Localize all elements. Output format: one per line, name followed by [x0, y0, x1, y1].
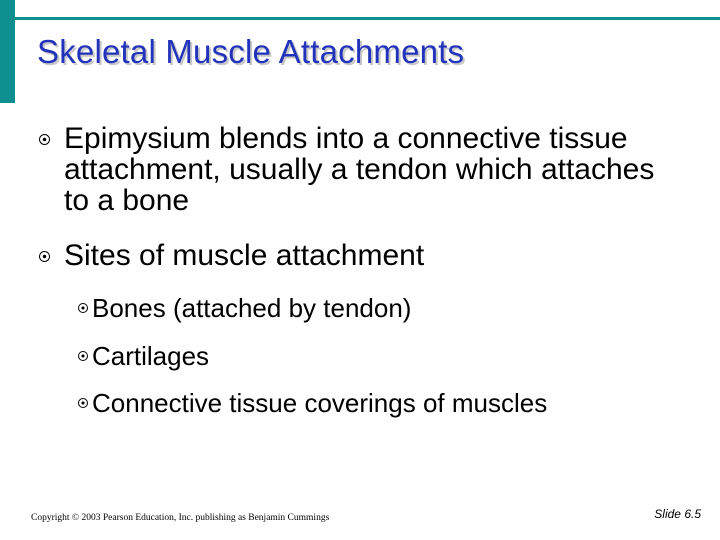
sub-bullet-icon — [78, 303, 88, 313]
accent-bar — [0, 0, 15, 103]
sub-bullet-icon — [78, 398, 88, 408]
sub-bullet-text: Connective tissue coverings of muscles — [92, 388, 548, 418]
copyright-notice: Copyright © 2003 Pearson Education, Inc. publishing as Benjamin Cummings — [31, 513, 330, 523]
bullet-icon — [39, 251, 50, 262]
accent-line — [15, 17, 720, 20]
bullet-icon — [39, 134, 50, 145]
slide-title: Skeletal Muscle Attachments — [37, 33, 465, 70]
sub-bullet-text: Cartilages — [92, 341, 210, 371]
sub-bullet-icon — [78, 351, 88, 361]
sub-bullet-text: Bones (attached by tendon) — [92, 293, 412, 323]
bullet-text: Epimysium blends into a connective tissue attachment, usually a tendon which attaches to a bone — [64, 122, 655, 217]
slide-number: Slide 6.5 — [654, 507, 701, 521]
bullet-text: Sites of muscle attachment — [64, 239, 425, 272]
